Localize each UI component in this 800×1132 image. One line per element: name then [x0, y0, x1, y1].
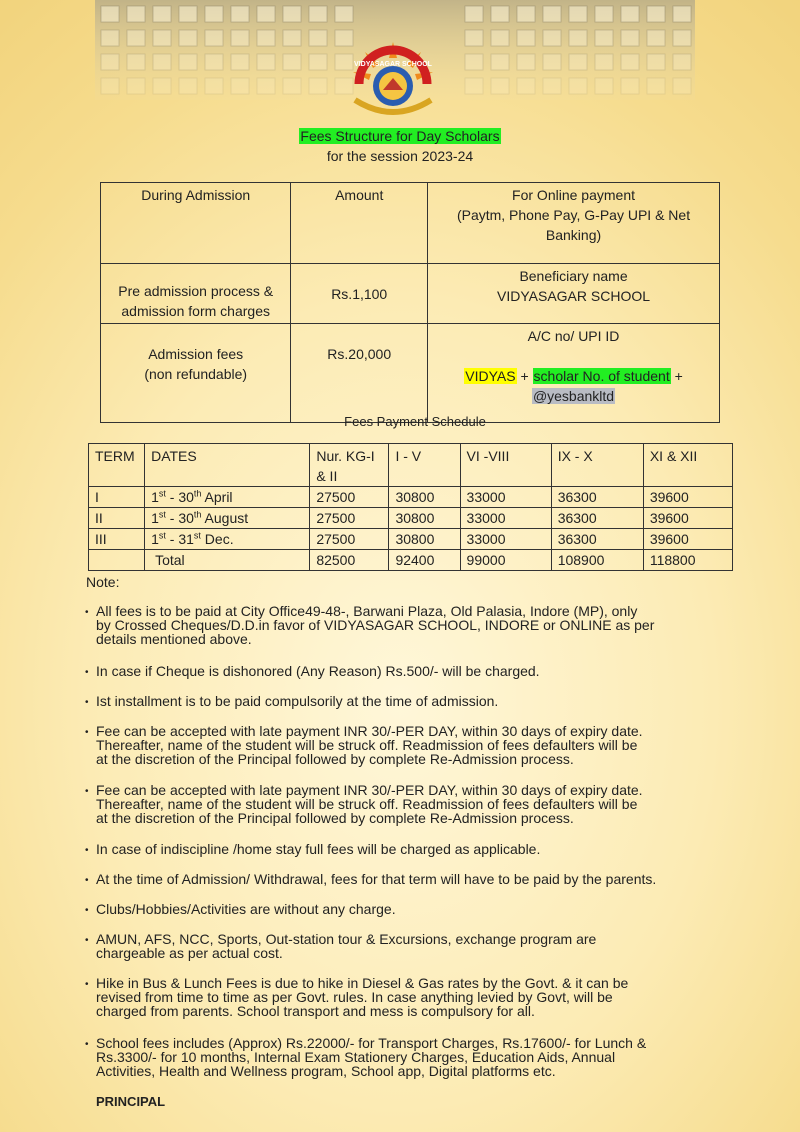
- term-dates: 1st - 31st Dec.: [145, 529, 310, 550]
- bullet-icon: •: [85, 935, 89, 946]
- building-window: [595, 54, 613, 70]
- building-window: [257, 6, 275, 22]
- building-window: [569, 54, 587, 70]
- building-window: [647, 54, 665, 70]
- pre-admission-amount: Rs.1,100: [291, 264, 428, 324]
- building-window: [283, 54, 301, 70]
- bullet-icon: •: [85, 979, 89, 990]
- upi-suffix: @yesbankltd: [532, 388, 615, 404]
- building-window: [153, 78, 171, 94]
- building-window: [465, 54, 483, 70]
- building-window: [179, 30, 197, 46]
- building-window: [231, 54, 249, 70]
- building-window: [543, 54, 561, 70]
- building-window: [205, 78, 223, 94]
- building-window: [465, 30, 483, 46]
- building-window: [309, 78, 327, 94]
- term-dates: 1st - 30th April: [145, 487, 310, 508]
- bullet-icon: •: [85, 845, 89, 856]
- building-window: [153, 30, 171, 46]
- building-window: [673, 54, 691, 70]
- building-window: [595, 78, 613, 94]
- building-window: [517, 30, 535, 46]
- payment-schedule-table: [88, 443, 733, 571]
- building-window: [153, 54, 171, 70]
- building-window: [569, 30, 587, 46]
- list-item: • In case of indiscipline /home stay full fees will be charged as applicable.: [85, 841, 541, 857]
- bullet-icon: •: [85, 905, 89, 916]
- bullet-icon: •: [85, 875, 89, 886]
- header-online-payment: For Online payment (Paytm, Phone Pay, G-Pay UPI & Net Banking): [428, 183, 720, 264]
- building-window: [647, 6, 665, 22]
- building-window: [127, 78, 145, 94]
- building-window: [179, 78, 197, 94]
- list-item: • Fee can be accepted with late payment INR 30/-PER DAY, within 30 days of expiry date. Thereafter, name of the student will be struck off. Readmission of fees defaulters will be at the discretion of the Principal followed by complete Re-Admission process.: [85, 723, 643, 767]
- list-item: • Clubs/Hobbies/Activities are without any charge.: [85, 901, 396, 917]
- bullet-icon: •: [85, 697, 89, 708]
- bullet-icon: •: [85, 1039, 89, 1050]
- building-window: [101, 30, 119, 46]
- building-window: [309, 30, 327, 46]
- building-window: [101, 78, 119, 94]
- building-window: [517, 78, 535, 94]
- building-window: [465, 6, 483, 22]
- building-window: [127, 30, 145, 46]
- col-vi-viii: VI -VIII: [460, 444, 551, 487]
- building-window: [127, 6, 145, 22]
- building-window: [309, 6, 327, 22]
- building-window: [283, 78, 301, 94]
- table-row: I 1st - 30th April 27500 30800 33000 36300 39600: [89, 487, 733, 508]
- note-label: Note:: [86, 574, 120, 590]
- building-window: [543, 30, 561, 46]
- admission-fees-item: Admission fees (non refundable): [101, 324, 291, 423]
- building-window: [127, 54, 145, 70]
- building-window: [283, 30, 301, 46]
- schedule-title: Fees Payment Schedule: [344, 414, 486, 429]
- col-ix-x: IX - X: [551, 444, 643, 487]
- admission-fees-amount: Rs.20,000: [291, 324, 428, 423]
- admission-fees-table: [100, 182, 720, 423]
- total-row: Total 82500 92400 99000 108900 118800: [89, 550, 733, 571]
- building-window: [595, 6, 613, 22]
- list-item: • All fees is to be paid at City Office49-48-, Barwani Plaza, Old Palasia, Indore (MP), only by Crossed Cheques/D.D.in favor of VIDYASAGAR SCHOOL, INDORE or ONLINE as per details mentioned above.: [85, 603, 655, 647]
- list-item: • In case if Cheque is dishonored (Any Reason) Rs.500/- will be charged.: [85, 663, 540, 679]
- building-window: [231, 78, 249, 94]
- building-window: [517, 54, 535, 70]
- building-window: [205, 6, 223, 22]
- header-amount: Amount: [291, 183, 428, 264]
- building-window: [673, 78, 691, 94]
- building-window: [543, 78, 561, 94]
- building-window: [621, 54, 639, 70]
- building-window: [257, 30, 275, 46]
- building-window: [647, 30, 665, 46]
- building-window: [491, 78, 509, 94]
- table-row: III 1st - 31st Dec. 27500 30800 33000 36300 39600: [89, 529, 733, 550]
- building-window: [465, 78, 483, 94]
- building-window: [491, 30, 509, 46]
- building-window: [101, 54, 119, 70]
- bullet-icon: •: [85, 667, 89, 678]
- building-window: [569, 6, 587, 22]
- bullet-icon: •: [85, 607, 89, 618]
- building-window: [491, 54, 509, 70]
- building-window: [153, 6, 171, 22]
- school-logo: [345, 38, 441, 122]
- building-window: [673, 30, 691, 46]
- upi-scholar-no: scholar No. of student: [533, 368, 670, 384]
- list-item: • Hike in Bus & Lunch Fees is due to hike in Diesel & Gas rates by the Govt. & it can be revised from time to time as per Govt. rules. In case anything levied by Govt, will be charged from parents. School transport and mess is compulsory for all.: [85, 975, 629, 1019]
- building-window: [673, 6, 691, 22]
- pre-admission-item: Pre admission process & admission form charges: [101, 264, 291, 324]
- building-window: [309, 54, 327, 70]
- total-label: Total: [145, 550, 310, 571]
- term-dates: 1st - 30th August: [145, 508, 310, 529]
- building-window: [569, 78, 587, 94]
- building-window: [621, 30, 639, 46]
- building-window: [335, 6, 353, 22]
- building-window: [621, 6, 639, 22]
- building-window: [283, 6, 301, 22]
- upi-info: A/C no/ UPI ID VIDYAS + scholar No. of student + @yesbankltd: [428, 324, 720, 423]
- building-window: [205, 54, 223, 70]
- building-window: [543, 6, 561, 22]
- svg-text:VIDYASAGAR SCHOOL: VIDYASAGAR SCHOOL: [354, 61, 432, 68]
- header-during-admission: During Admission: [101, 183, 291, 264]
- building-window: [179, 54, 197, 70]
- building-window: [231, 6, 249, 22]
- building-window: [101, 6, 119, 22]
- building-window: [257, 54, 275, 70]
- list-item: • AMUN, AFS, NCC, Sports, Out-station tour & Excursions, exchange program are chargeable as per actual cost.: [85, 931, 597, 961]
- building-window: [205, 30, 223, 46]
- title-line2: for the session 2023-24: [326, 148, 474, 164]
- bullet-icon: •: [85, 727, 89, 738]
- beneficiary-info: Beneficiary name VIDYASAGAR SCHOOL: [428, 264, 720, 324]
- col-dates: DATES: [145, 444, 310, 487]
- table-row: II 1st - 30th August 27500 30800 33000 36300 39600: [89, 508, 733, 529]
- col-nur-kg: Nur. KG-I & II: [310, 444, 389, 487]
- building-window: [517, 6, 535, 22]
- schedule-header-row: [89, 444, 733, 487]
- fees-title: [0, 126, 800, 166]
- building-window: [621, 78, 639, 94]
- list-item: • School fees includes (Approx) Rs.22000/- for Transport Charges, Rs.17600/- for Lunch & Rs.3300/- for 10 months, Internal Exam Stationery Charges, Education Aids, Annual Activities, Health and Wellness program, School app, Digital platforms etc.: [85, 1035, 647, 1079]
- building-window: [179, 6, 197, 22]
- bullet-icon: •: [85, 786, 89, 797]
- building-window: [257, 78, 275, 94]
- building-window: [647, 78, 665, 94]
- upi-prefix: VIDYAS: [465, 368, 516, 384]
- list-item: • At the time of Admission/ Withdrawal, fees for that term will have to be paid by the parents.: [85, 871, 657, 887]
- col-term: TERM: [89, 444, 145, 487]
- list-item: • Ist installment is to be paid compulsorily at the time of admission.: [85, 693, 499, 709]
- col-i-v: I - V: [389, 444, 460, 487]
- building-window: [491, 6, 509, 22]
- building-window: [231, 30, 249, 46]
- col-xi-xii: XI & XII: [643, 444, 732, 487]
- principal-signature: PRINCIPAL: [96, 1094, 166, 1109]
- building-window: [595, 30, 613, 46]
- list-item: • Fee can be accepted with late payment INR 30/-PER DAY, within 30 days of expiry date. Thereafter, name of the student will be struck off. Readmission of fees defaulters will be at the discretion of the Principal followed by complete Re-Admission process.: [85, 782, 643, 826]
- title-line1: Fees Structure for Day Scholars: [300, 128, 500, 144]
